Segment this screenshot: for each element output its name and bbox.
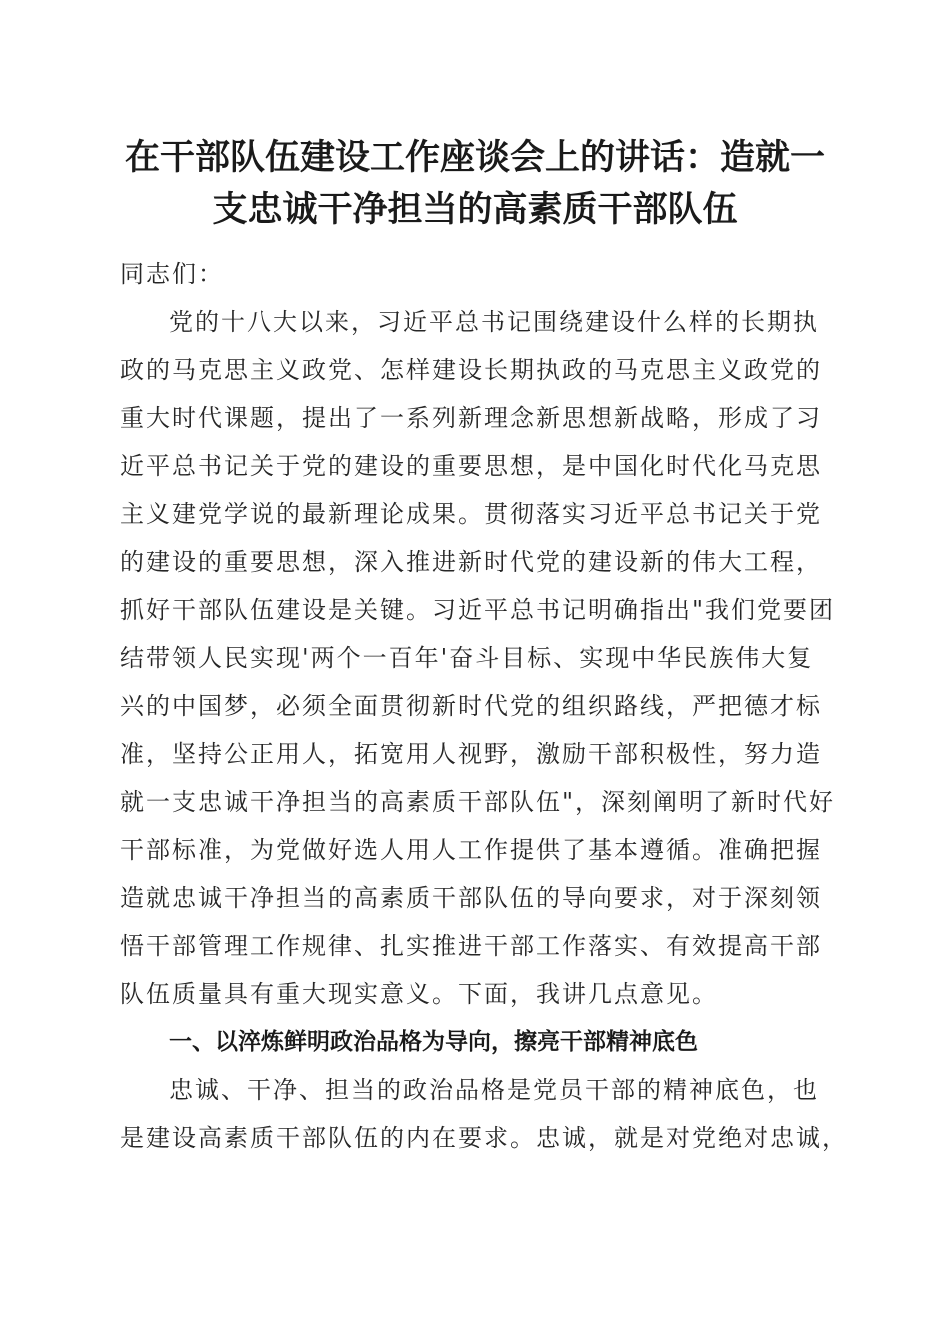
section-heading-1: 一、以淬炼鲜明政治品格为导向，擦亮干部精神底色 xyxy=(169,1029,698,1055)
title-line-2: 支忠诚干净担当的高素质干部队伍 xyxy=(212,189,738,230)
paragraph-line: 近平总书记关于党的建设的重要思想，是中国化时代化马克思 xyxy=(120,452,822,480)
salutation: 同志们： xyxy=(120,260,224,288)
paragraph-line: 造就忠诚干净担当的高素质干部队伍的导向要求，对于深刻领 xyxy=(120,884,822,912)
paragraph-line: 悟干部管理工作规律、扎实推进干部工作落实、有效提高干部 xyxy=(120,932,822,960)
paragraph-line: 是建设高素质干部队伍的内在要求。忠诚，就是对党绝对忠诚， xyxy=(120,1124,848,1152)
paragraph-line: 党的十八大以来，习近平总书记围绕建设什么样的长期执 xyxy=(169,308,819,336)
paragraph-line: 准，坚持公正用人，拓宽用人视野，激励干部积极性，努力造 xyxy=(120,740,822,768)
paragraph-line: 就一支忠诚干净担当的高素质干部队伍"，深刻阐明了新时代好 xyxy=(120,788,836,816)
paragraph-line: 政的马克思主义政党、怎样建设长期执政的马克思主义政党的 xyxy=(120,356,822,384)
paragraph-line: 重大时代课题，提出了一系列新理念新思想新战略，形成了习 xyxy=(120,404,822,432)
paragraph-line: 的建设的重要思想，深入推进新时代党的建设新的伟大工程， xyxy=(120,548,822,576)
paragraph-line: 兴的中国梦，必须全面贯彻新时代党的组织路线，严把德才标 xyxy=(120,692,822,720)
title-line-1: 在干部队伍建设工作座谈会上的讲话：造就一 xyxy=(124,137,825,178)
paragraph-section-1 xyxy=(120,1066,848,1162)
paragraph-line: 干部标准，为党做好选人用人工作提供了基本遵循。准确把握 xyxy=(120,836,822,864)
paragraph-line: 抓好干部队伍建设是关键。习近平总书记明确指出"我们党要团 xyxy=(120,596,836,624)
paragraph-line: 主义建党学说的最新理论成果。贯彻落实习近平总书记关于党 xyxy=(120,500,822,528)
document-title xyxy=(100,132,850,236)
paragraph-line: 结带领人民实现'两个一百年'奋斗目标、实现中华民族伟大复 xyxy=(120,644,814,672)
paragraph-line: 忠诚、干净、担当的政治品格是党员干部的精神底色，也 xyxy=(169,1076,819,1104)
paragraph-intro xyxy=(120,298,836,1018)
document-body xyxy=(120,250,848,1162)
paragraph-line: 队伍质量具有重大现实意义。下面，我讲几点意见。 xyxy=(120,980,718,1008)
